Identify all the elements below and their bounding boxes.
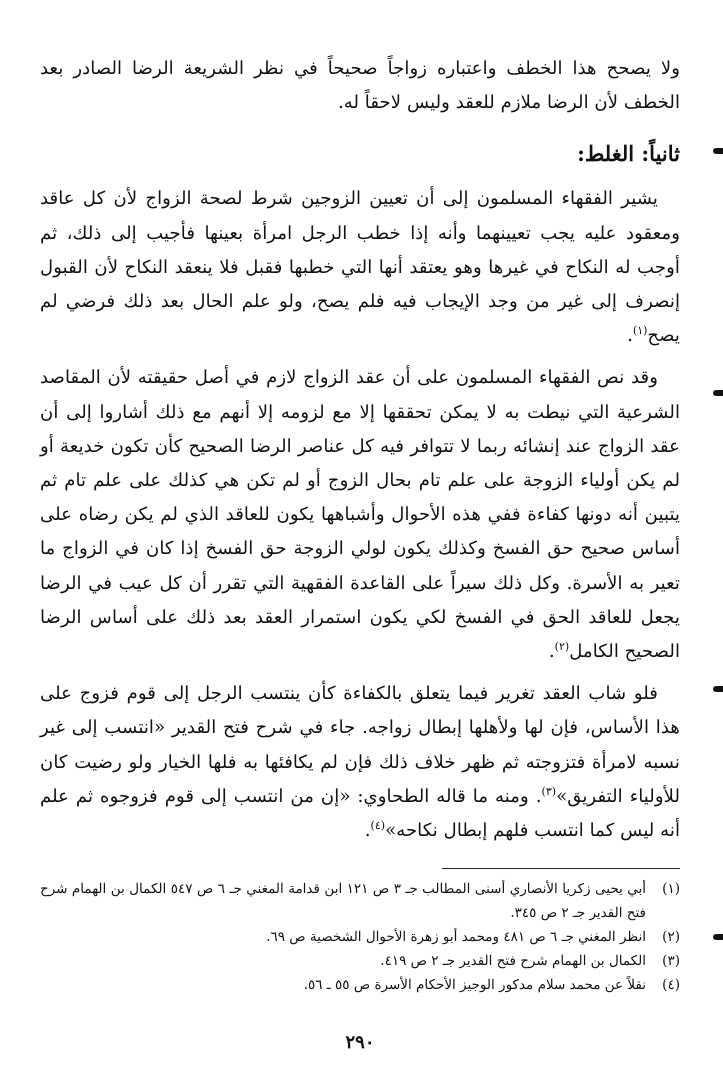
paragraph-1 [40,52,680,120]
spacer [40,353,680,361]
paragraph-4 [40,677,680,848]
edge-mark [713,390,723,396]
footnote-text: نقلاً عن محمد سلام مدكور الوجيز الأحكام الأسرة ص ٥٥ ـ ٥٦. [303,977,646,994]
footnote-number: (١) [662,881,680,898]
footnote-number: (٢) [662,929,680,946]
paragraph-2-end: . [627,325,633,347]
paragraph-3-text: وقد نص الفقهاء المسلمون على أن عقد الزواج لازم في أصل حقيقته لأن المقاصد الشرعية التي نيطت به لا يمكن تحققها إلا مع لزومه إلا أنهم مع ذلك أشاروا إلى أن عقد الزواج عند إنشائه ربما لا تتوافر فيه كل عناصر الرضا الصحيح كأن تكون خديعة أو لم يكن أولياء الزوجة على علم تام بحال الزوج أو لم تكن هي كذلك على علم تام ثم يتبين أنه دونها كفاءة ففي هذه الأحوال وأشباهها يكون للعاقد الذي لم يكن رضاه على أساس صحيح حق الفسخ وكذلك يكون لولي الزوجة حق الفسخ إذا كان في الزواج ما تعير به الأسرة. وكل ذلك سيراً على القاعدة الفقهية التي تقرر أن كل عيب في الرضا يجعل للعاقد الحق في الفسخ لكي يكون استمرار العقد بعد ذلك على أساس الرضا الصحيح الكامل [40,367,680,663]
edge-mark [713,686,723,692]
footnote-text: الكمال بن الهمام شرح فتح القدير جـ ٢ ص ٤١٩. [380,953,646,970]
footnote-ref-3: (٣) [541,784,557,798]
footnote-number: (٤) [662,977,680,994]
paragraph-3 [40,361,680,669]
paragraph-2 [40,182,680,353]
footnote-text: انظر المغني جـ ٦ ص ٤٨١ ومحمد أبو زهرة الأحوال الشخصية ص ٦٩. [266,929,646,946]
book-page [40,52,680,1062]
footnote-number: (٣) [662,953,680,970]
paragraph-2-text: يشير الفقهاء المسلمون إلى أن تعيين الزوجين شرط لصحة الزواج لأن كل عاقد ومعقود عليه يجب تعيينهما وأنه إذا خطب الرجل امرأة بعينها فأجيب إلى ذلك، ثم أوجب له النكاح في غيرها وهو يعتقد أنها التي خطبها فقبل فلا ينعقد النكاح لأن القبول إنصرف إلى غير من وجد الإيجاب فيه فلم يصح، ولو علم الحال بعد ذلك فرضي لم يصح [40,188,680,347]
footnote-ref-1: (١) [632,324,648,338]
footnote-item [40,973,680,997]
footnote-ref-4: (٤) [370,819,386,832]
page-number: ٢٩٠ [345,1032,375,1053]
paragraph-4-text-b: . ومنه ما قاله الطحاوي: «إن من انتسب إلى قوم فزوجوه ثم علم أنه ليس كما انتسب فلهم إبطال نكاحه» [40,785,680,842]
footnote-divider [442,868,680,869]
footnote-item [40,925,680,949]
footnote-item [40,877,680,925]
paragraph-4-text-a: فلو شاب العقد تغرير فيما يتعلق بالكفاءة كأن ينتسب الرجل إلى قوم فزوج على هذا الأساس، فإن لها ولأهلها إبطال زواجه. جاء في شرح فتح القدير «انتسب إلى غير نسبه لامرأة فتزوجته ثم ظهر خلاف ذلك فإن لم يكافئها به فلها الخيار ولو رضيت كان للأولياء التفريق» [40,683,680,807]
footnote-text: أبي يحيى زكريا الأنصاري أسنى المطالب جـ ٣ ص ١٢١ ابن قدامة المغني جـ ٦ ص ٥٤٧ الكمال بن الهمام شرح فتح القدير جـ ٢ ص ٣٤٥. [40,881,647,922]
footnotes [40,877,680,997]
footnote-ref-2: (٢) [554,639,570,653]
edge-mark [713,148,723,154]
section-heading: ثانياً: الغلط: [577,141,680,167]
paragraph-4-end: . [364,820,371,842]
spacer [40,669,680,677]
footnote-item [40,949,680,973]
edge-mark [713,934,723,940]
paragraph-3-end: . [548,641,555,663]
paragraph-1-text: ولا يصحح هذا الخطف واعتباره زواجاً صحيحاً في نظر الشريعة الرضا الصادر بعد الخطف لأن الرضا ملازم للعقد وليس لاحقاً له. [40,58,680,114]
